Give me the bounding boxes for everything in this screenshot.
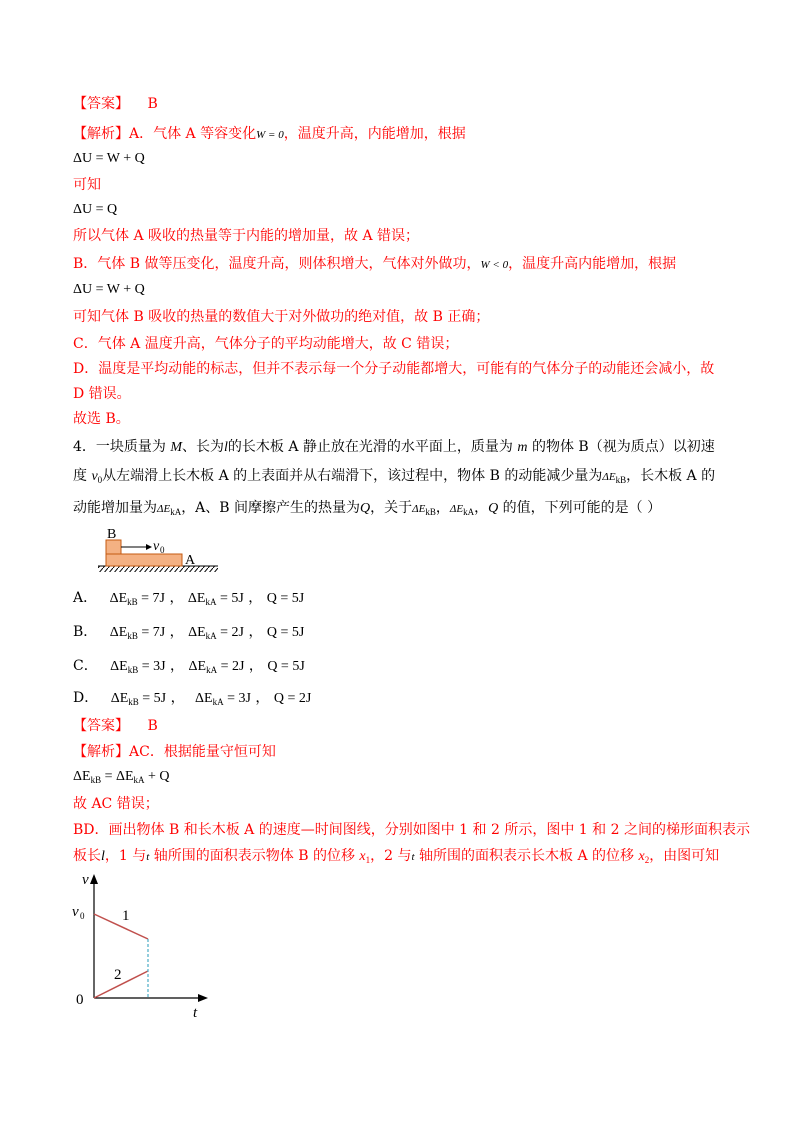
question-text: 的值，下列可能的是（ ） — [498, 500, 662, 516]
analysis-line-1 — [73, 123, 466, 146]
v0-sub: 0 — [80, 911, 85, 921]
analysis-text: ，温度升高，内能增加，根据 — [283, 126, 466, 142]
question-text: ， — [435, 500, 450, 516]
var-v0: $v_0$ — [91, 469, 103, 485]
line-1 — [94, 914, 148, 939]
option-kA: $\Delta E_{kA} = 2J$ — [188, 659, 245, 675]
var-M: M — [170, 440, 183, 455]
question-text: 、长为 — [182, 439, 225, 455]
t-axis-arrow — [198, 994, 208, 1002]
vt-graph — [70, 870, 220, 1025]
option-letter: C． — [73, 658, 98, 674]
var-dEkA: $\Delta E_{kA}$ — [157, 503, 182, 517]
analysis-line-5: 可知气体 B 吸收的热量的数值大于对外做功的绝对值，故 B 正确； — [73, 309, 490, 325]
analysis-text: B．气体 B 做等压变化，温度升高，则体积增大，气体对外做功， — [73, 256, 481, 272]
analysis-text: ，温度升高内能增加，根据 — [508, 256, 677, 272]
var-l: l — [224, 440, 228, 455]
analysis-line-6: C．气体 A 温度升高，气体分子的平均动能增大，故 C 错误； — [73, 336, 459, 352]
answer-line-2 — [73, 715, 158, 737]
question-text: 4．一块质量为 — [73, 439, 171, 455]
var-Q: Q — [488, 501, 499, 516]
var-t: t — [146, 851, 150, 863]
option-kB: $\Delta E_{kB} = 5J$ — [110, 691, 167, 707]
analysis2-line-2: 故 AC 错误； — [73, 796, 159, 812]
option-letter: D． — [73, 690, 99, 706]
label-v-sub: 0 — [160, 545, 165, 555]
v0-label: v — [72, 904, 79, 920]
var-l: l — [101, 849, 105, 864]
var-x2: $x_2$ — [638, 849, 650, 865]
option-B: B． $\Delta E_{kB} = 7J$ ， $\Delta E_{kA} = 2J$ ， Q = 5J — [73, 624, 305, 641]
option-q: Q = 5J — [267, 659, 305, 674]
line-2-label: 2 — [114, 967, 122, 983]
question-text: 度 — [73, 468, 92, 484]
option-q: Q = 5J — [266, 625, 305, 640]
label-A: A — [185, 553, 196, 568]
block-board-figure — [98, 520, 218, 580]
analysis2-line-4 — [73, 845, 719, 871]
label-B: B — [107, 527, 117, 542]
board-A — [106, 554, 182, 566]
analysis-line-9: 故选 B。 — [73, 411, 130, 427]
question-line-2 — [73, 465, 715, 491]
ground-hatch — [98, 566, 218, 572]
analysis-line-3: 所以气体 A 吸收的热量等于内能的增加量，故 A 错误； — [73, 228, 420, 244]
v-axis-arrow — [90, 874, 98, 884]
question-line-1 — [73, 436, 715, 459]
math-expression: W < 0 — [480, 259, 509, 271]
analysis-text: 轴所围的面积表示长木板 A 的位移 — [414, 848, 639, 864]
option-kB: $\Delta E_{kB} = 3J$ — [110, 659, 166, 675]
analysis2-line-3: BD．画出物体 B 和长木板 A 的速度—时间图线，分别如图中 1 和 2 所示，图中 1 和 2 之间的梯形面积表示 — [73, 822, 750, 838]
answer-label: 【答案】 — [73, 718, 129, 734]
option-kA: $\Delta E_{kA} = 2J$ — [188, 625, 244, 641]
origin-label: 0 — [76, 992, 84, 1008]
analysis-text: 板长 — [73, 848, 101, 864]
question-text: 动能增加量为 — [73, 500, 157, 516]
option-kB: $\Delta E_{kB} = 7J$ — [109, 591, 165, 607]
var-t: t — [411, 851, 415, 863]
analysis-line-8: D 错误。 — [73, 386, 131, 402]
question-text: 从左端滑上长木板 A 的上表面并从右端滑下，该过程中，物体 B 的动能减少量为 — [102, 468, 603, 484]
analysis-line-4 — [73, 253, 676, 276]
question-text: ， — [474, 500, 489, 516]
var-dEkA: $\Delta E_{kA}$ — [449, 503, 475, 517]
arrow-head — [146, 544, 152, 550]
option-D: D． $\Delta E_{kB} = 5J$ ， $\Delta E_{kA} = 3J$ ， Q = 2J — [73, 690, 312, 707]
option-q: Q = 5J — [266, 591, 305, 606]
axis-v-label: v — [82, 872, 89, 888]
analysis2-line-1: 【解析】AC．根据能量守恒可知 — [73, 744, 276, 760]
analysis-text: 轴所围的面积表示物体 B 的位移 — [149, 848, 360, 864]
analysis-text: ，由图可知 — [649, 848, 720, 864]
var-Q: Q — [360, 501, 371, 516]
option-kA: $\Delta E_{kA} = 5J$ — [187, 591, 244, 607]
answer-line — [73, 93, 158, 115]
option-A: A． $\Delta E_{kB} = 7J$ ， $\Delta E_{kA} = 5J$ ， Q = 5J — [73, 590, 305, 607]
answer-label: 【答案】 — [73, 96, 129, 112]
analysis-line-7: D．温度是平均动能的标志，但并不表示每一个分子动能都增大，可能有的气体分子的动能还会减小，故 — [73, 361, 715, 377]
option-q: Q = 2J — [273, 691, 312, 706]
var-dEkB: $\Delta E_{kB}$ — [602, 471, 627, 485]
option-letter: B． — [73, 624, 98, 640]
var-m: m — [517, 440, 528, 455]
question-text: ，长木板 A 的 — [626, 468, 716, 484]
answer-value: B — [147, 96, 158, 112]
analysis-text: ，1 与 — [104, 848, 147, 864]
analysis-line-2: 可知 — [73, 177, 101, 193]
analysis2-equation: $\Delta E_{kB} = \Delta E_{kA} + Q$ — [73, 769, 170, 785]
line-1-label: 1 — [122, 908, 130, 924]
var-dEkB: $\Delta E_{kB}$ — [412, 503, 436, 517]
option-kA: $\Delta E_{kA} = 3J$ — [195, 691, 251, 707]
block-B — [106, 540, 121, 554]
option-letter: A． — [73, 590, 98, 606]
option-C: C． $\Delta E_{kB} = 3J$ ， $\Delta E_{kA} = 2J$ ， Q = 5J — [73, 658, 305, 675]
equation-1: ΔU = W + Q — [73, 151, 145, 166]
question-text: 的长木板 A 静止放在光滑的水平面上，质量为 — [227, 439, 518, 455]
question-text: ，关于 — [370, 500, 413, 516]
equation-3: ΔU = W + Q — [73, 282, 145, 297]
option-kB: $\Delta E_{kB} = 7J$ — [109, 625, 166, 641]
axis-t-label: t — [193, 1005, 198, 1021]
question-text: ，A、B 间摩擦产生的热量为 — [181, 500, 361, 516]
var-x1: $x_1$ — [359, 849, 371, 865]
question-text: 的物体 B（视为质点）以初速 — [527, 439, 715, 455]
equation-2: ΔU = Q — [73, 202, 118, 217]
math-expression: W = 0 — [256, 129, 284, 141]
label-v: v — [153, 539, 160, 554]
analysis-text: ，2 与 — [370, 848, 412, 864]
answer-value: B — [147, 718, 158, 734]
analysis-text: 【解析】A．气体 A 等容变化 — [73, 126, 257, 142]
